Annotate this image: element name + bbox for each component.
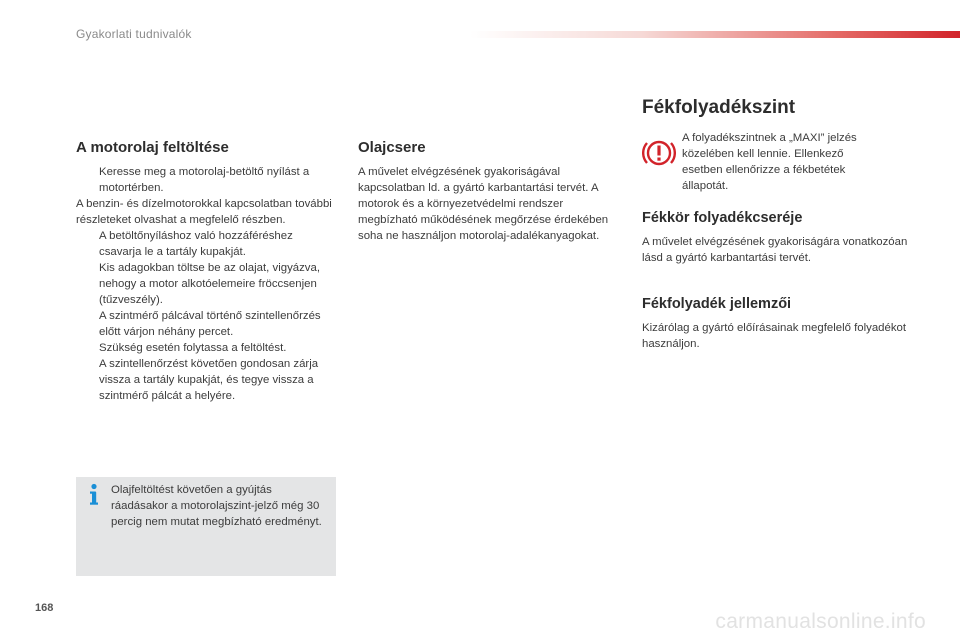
brake-fluid-level-text: A folyadékszintnek a „MAXI” jelzés közelében kell lennie. Ellenkező esetben ellenőrizze a fékbetétek állapotát. [682,132,857,192]
bullet-text: Kis adagokban töltse be az olajat, vigyázva, nehogy a motor alkotóelemeire fröccsenjen (tűzveszély). [99,262,320,306]
bullet-text: A szintmérő pálcával történő szintellenőrzés előtt várjon néhány percet. [99,310,321,338]
heading-oil-topup: A motorolaj feltöltése [76,139,229,156]
right-column [642,97,914,382]
heading-brake-fluid-change: Fékkör folyadékcseréje [642,210,803,226]
watermark: carmanualsonline.info [715,610,926,633]
warning-block [642,130,914,194]
bullet-text: A szintellenőrzést követően gondosan zárja vissza a tartály kupakját, és tegye vissza a szintmérő pálcát a helyére. [99,358,319,402]
heading-brake-fluid-level: Fékfolyadékszint [642,97,796,118]
oil-topup-steps [76,164,338,404]
info-icon [87,483,101,507]
page-number: 168 [35,602,54,614]
bullet-text: A betöltőnyíláshoz való hozzáféréshez csavarja le a tartály kupakját. [99,230,293,258]
info-box [76,477,336,576]
left-column [76,140,338,404]
brake-fluid-spec-section [642,296,914,352]
brake-warning-icon [642,137,676,169]
info-note: Olajfeltöltést követően a gyújtás ráadásakor a motorolajszint-jelző még 30 percig nem mutat megbízható eredményt. [111,484,322,528]
bullet-item [76,308,338,340]
middle-column [358,140,620,244]
bullet-item [76,164,338,196]
bullet-item [76,260,338,308]
bullet-text: Keresse meg a motorolaj-betöltő nyílást a motortérben. [99,166,310,194]
header-stripe [470,31,960,38]
brake-fluid-change-text: A művelet elvégzésének gyakoriságára vonatkozóan lásd a gyártó karbantartási tervét. [642,236,908,264]
bullet-item [76,356,338,404]
brake-fluid-change-section [642,210,914,266]
section-title: Gyakorlati tudnivalók [76,27,192,41]
bullet-item [76,340,338,356]
bullet-item [76,228,338,260]
bullet-text: Szükség esetén folytassa a feltöltést. [99,342,287,354]
heading-brake-fluid-spec: Fékfolyadék jellemzői [642,296,792,312]
paragraph: A benzin- és dízelmotorokkal kapcsolatban további részleteket olvashat a megfelelő részben. [76,198,332,226]
brake-fluid-spec-text: Kizárólag a gyártó előírásainak megfelelő folyadékot használjon. [642,322,907,350]
heading-oil-change: Olajcsere [358,139,426,156]
oil-change-text: A művelet elvégzésének gyakoriságával kapcsolatban ld. a gyártó karbantartási tervét. A motorok és a környezetvédelmi rendszer megbízható működésének megőrzése érdekében soha ne használjon motorolaj-adalékanyagokat. [358,166,609,242]
